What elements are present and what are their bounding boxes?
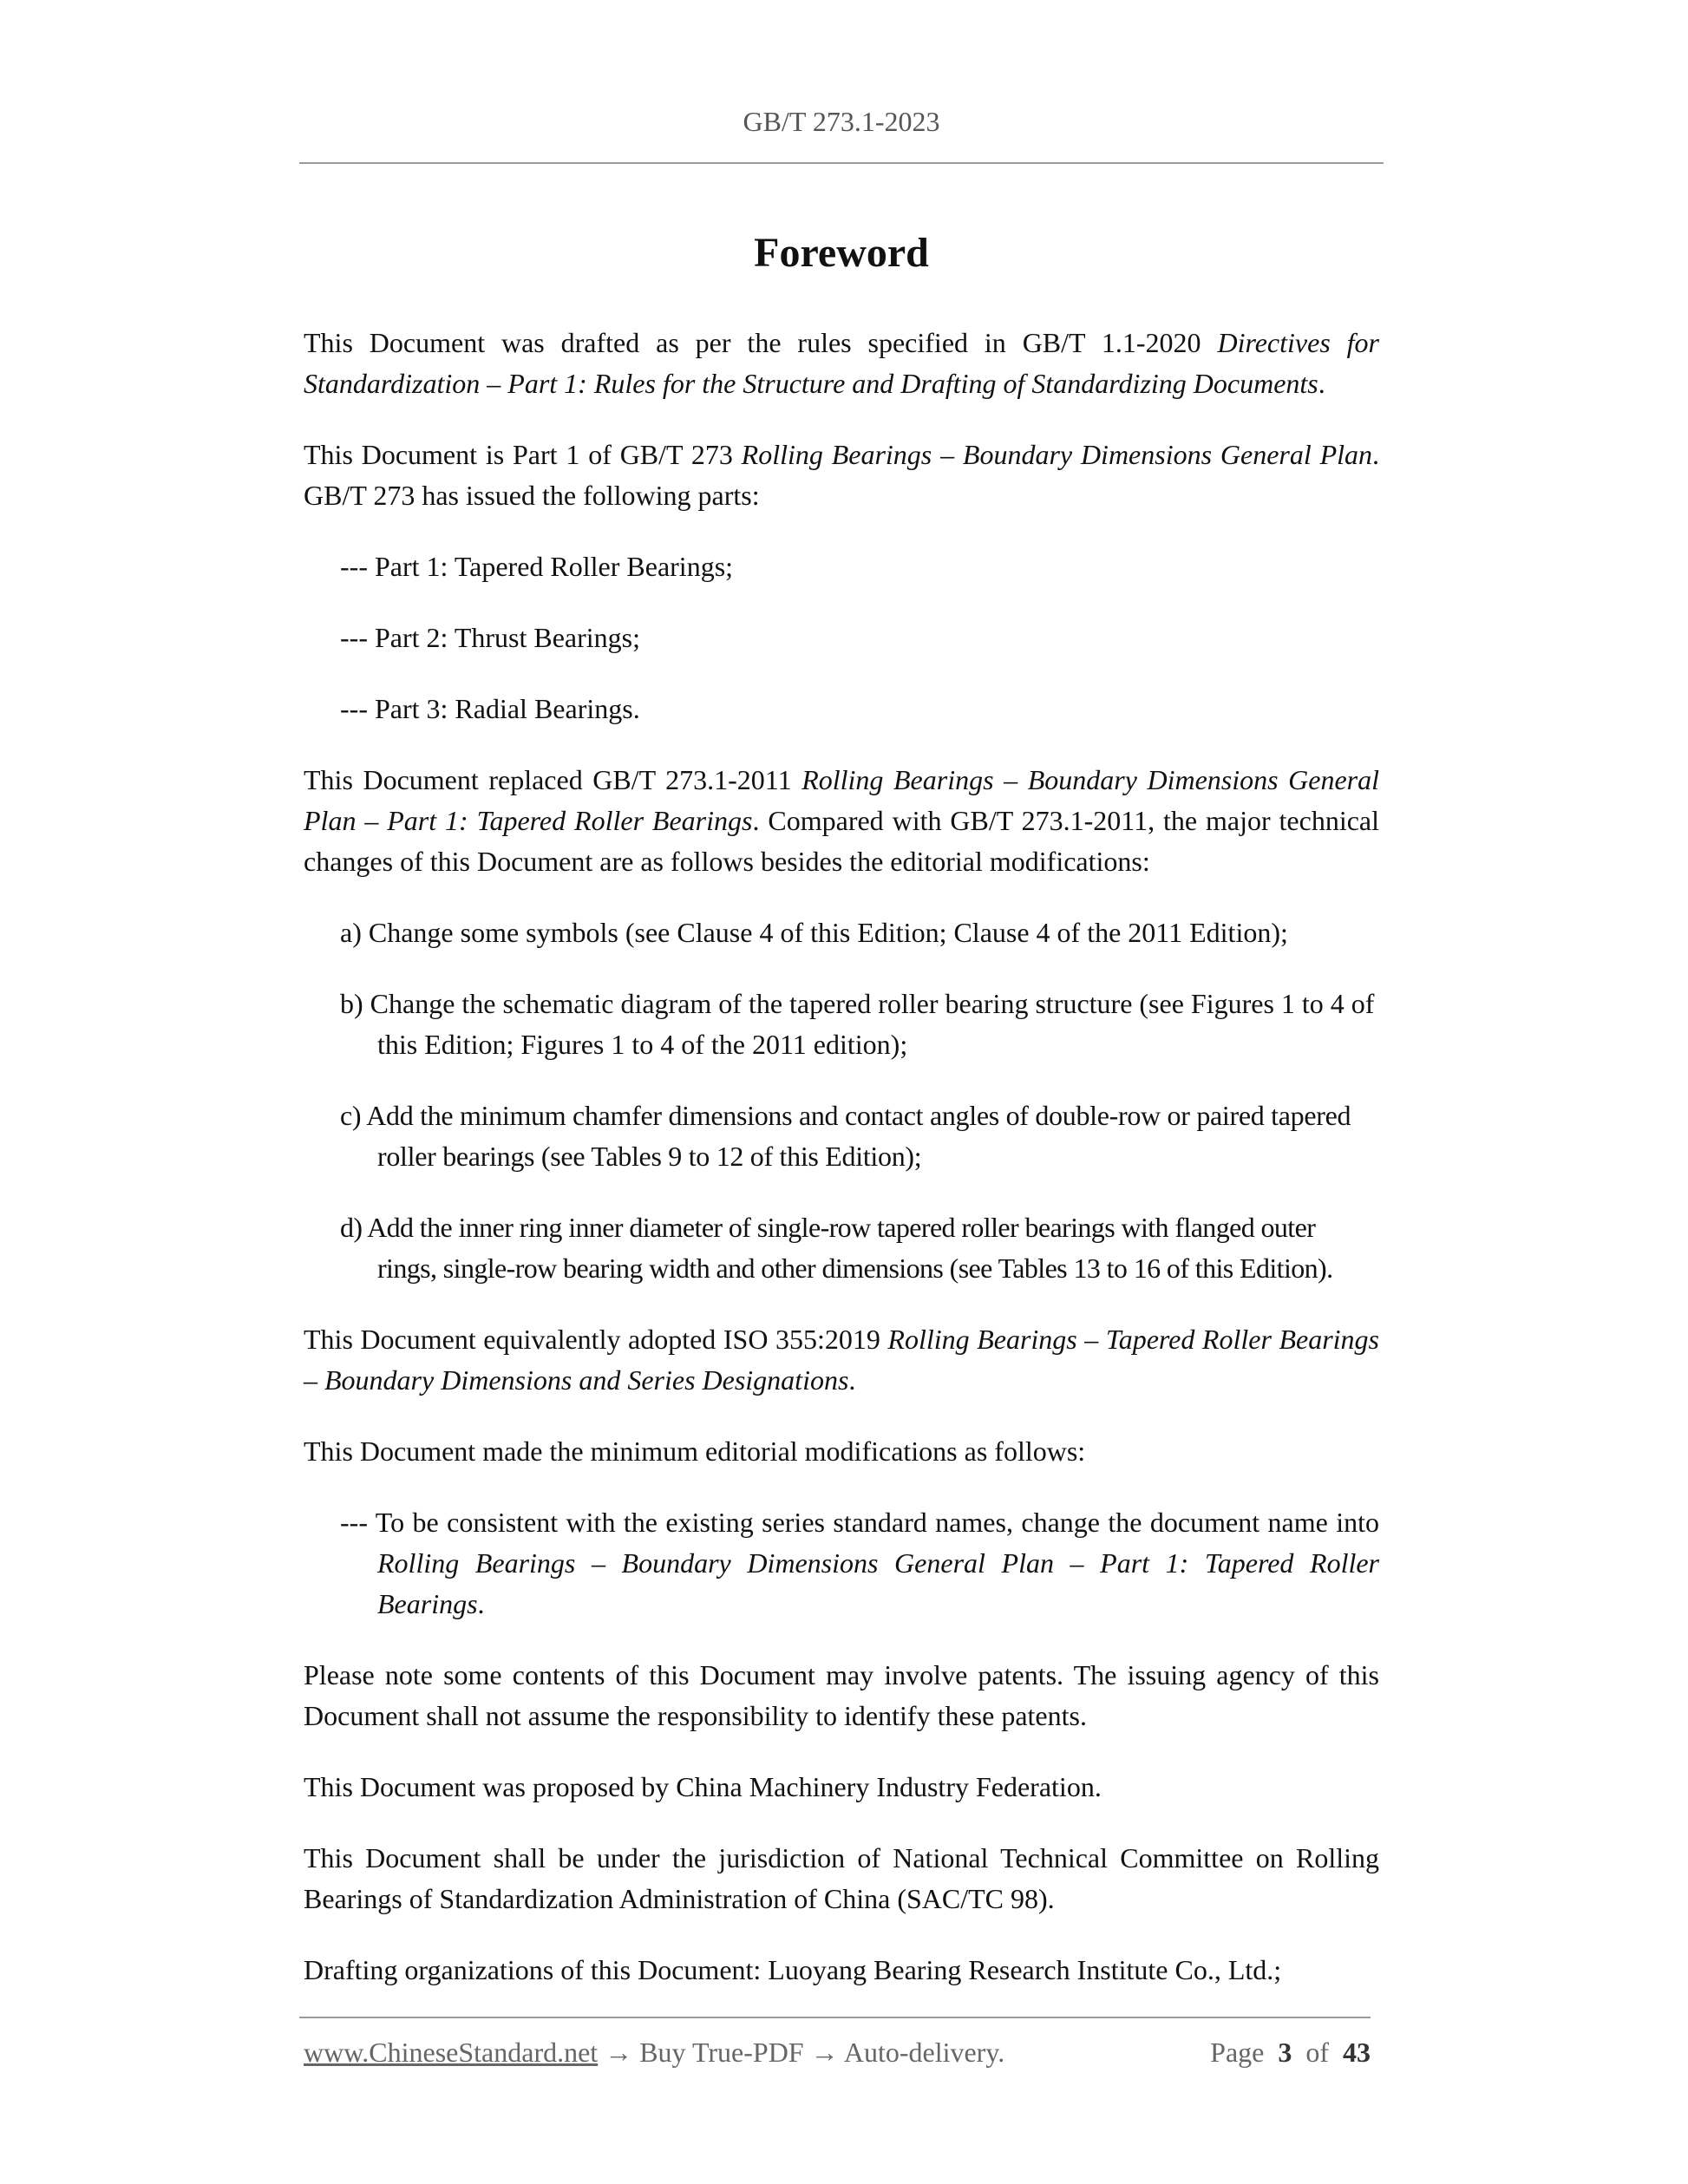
standard-title: Rolling Bearings – Boundary Dimensions General Plan <box>741 439 1373 470</box>
list-item-part: --- Part 1: Tapered Roller Bearings; <box>340 551 734 582</box>
list-item-change: a) Change some symbols (see Clause 4 of this Edition; Clause 4 of the 2011 Edition); <box>340 917 1288 948</box>
standard-title: Rolling Bearings – Boundary Dimensions General Plan – Part 1: Tapered Roller Bearings <box>304 764 1380 836</box>
paragraph-text: . <box>477 1588 485 1619</box>
paragraph-text: --- To be consistent with the existing series standard names, change the document name into <box>340 1507 1379 1538</box>
total-pages-number: 43 <box>1343 2037 1371 2068</box>
arrow-right-icon: → <box>810 2037 839 2068</box>
list-item-modification <box>304 1502 1379 1625</box>
current-page-number: 3 <box>1278 2037 1292 2068</box>
paragraph-text: . Compared with GB/T 273.1-2011, the major technical changes of this Document are as follows besides the editorial modifications: <box>304 805 1380 877</box>
footer-delivery-text: Auto-delivery. <box>843 2037 1005 2068</box>
paragraph-text: . <box>848 1364 856 1396</box>
page-label: Page <box>1210 2037 1265 2068</box>
page-title: Foreword <box>754 230 929 276</box>
paragraph-replaced-standard <box>304 760 1379 882</box>
list-item-change: d) Add the inner ring inner diameter of single-row tapered roller bearings with flanged outer rings, single-row bearing width and other dimensions (see Tables 13 to 16 of this Edition). <box>340 1212 1333 1284</box>
page-indicator <box>1210 2033 1371 2071</box>
standard-title: Rolling Bearings – Boundary Dimensions General Plan – Part 1: Tapered Roller Bearings <box>377 1547 1379 1619</box>
standard-title: Directives for Standardization – Part 1: Rules for the Structure and Drafting of Standardizing Documents <box>304 327 1380 399</box>
arrow-right-icon: → <box>605 2037 633 2068</box>
paragraph-patents: Please note some contents of this Document may involve patents. The issuing agency of this Document shall not assume the responsibility to identify these patents. <box>304 1659 1379 1731</box>
header-divider <box>299 162 1384 164</box>
footer-promo <box>304 2033 1004 2071</box>
site-link[interactable]: www.ChineseStandard.net <box>304 2037 599 2068</box>
list-item-change: c) Add the minimum chamfer dimensions and contact angles of double-row or paired tapered roller bearings (see Tables 9 to 12 of this Edition); <box>340 1100 1351 1172</box>
list-item-part: --- Part 3: Radial Bearings. <box>340 693 640 724</box>
running-header: GB/T 273.1-2023 <box>743 106 940 137</box>
paragraph-iso-adoption <box>304 1319 1379 1401</box>
list-item-part: --- Part 2: Thrust Bearings; <box>340 622 641 653</box>
paragraph-editorial-modifications: This Document made the minimum editorial modifications as follows: <box>304 1435 1086 1467</box>
paragraph-text: This Document is Part 1 of GB/T 273 <box>304 439 742 470</box>
paragraph-drafting-organizations: Drafting organizations of this Document: Luoyang Bearing Research Institute Co., Ltd.; <box>304 1954 1282 1985</box>
of-label: of <box>1305 2037 1329 2068</box>
paragraph-text: This Document was drafted as per the rules specified in GB/T 1.1-2020 <box>304 327 1218 358</box>
footer-buy-text: Buy True-PDF <box>639 2037 804 2068</box>
paragraph-text: . GB/T 273 has issued the following parts: <box>304 439 1380 511</box>
paragraph-proposed-by: This Document was proposed by China Machinery Industry Federation. <box>304 1771 1102 1802</box>
paragraph-text: This Document equivalently adopted ISO 355:2019 <box>304 1324 888 1355</box>
paragraph-text: . <box>1318 368 1325 399</box>
footer-divider <box>299 2017 1371 2018</box>
standard-title: Rolling Bearings – Tapered Roller Bearings – Boundary Dimensions and Series Designations <box>304 1324 1380 1396</box>
list-item-change: b) Change the schematic diagram of the tapered roller bearing structure (see Figures 1 to 4 of this Edition; Figures 1 to 4 of the 2011 edition); <box>340 988 1375 1060</box>
foreword-body <box>304 323 1379 1991</box>
paragraph-drafting-rules <box>304 323 1379 404</box>
paragraph-jurisdiction: This Document shall be under the jurisdiction of National Technical Committee on Rolling Bearings of Standardization Administration of China (SAC/TC 98). <box>304 1842 1379 1914</box>
paragraph-part-of-series <box>304 435 1379 516</box>
paragraph-text: This Document replaced GB/T 273.1-2011 <box>304 764 802 795</box>
